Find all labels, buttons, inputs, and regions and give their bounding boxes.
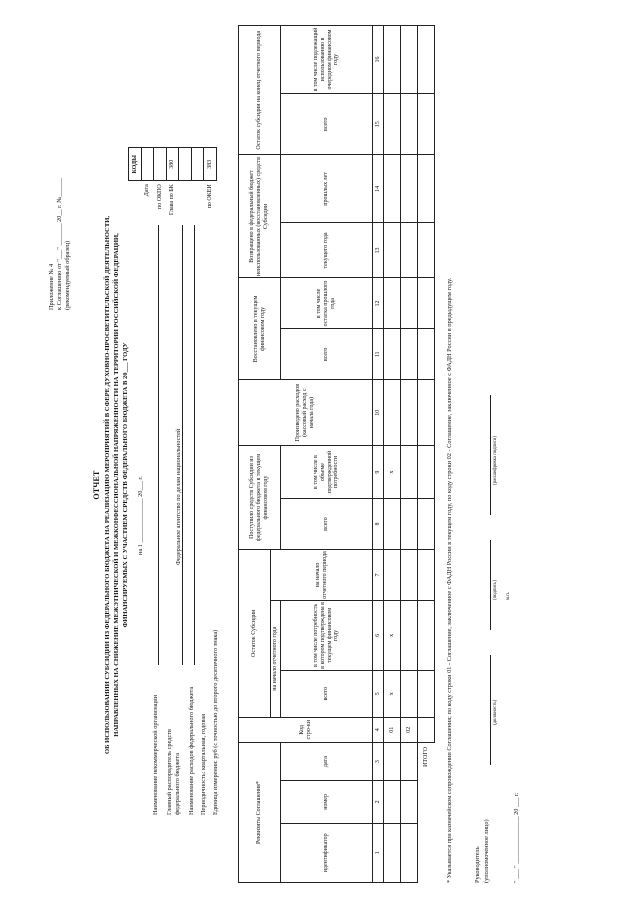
th-spent: Произведено расходов (кассовый расход с начала года) <box>239 380 373 446</box>
th-end: Остаток субсидии на конец отчетного периода <box>239 26 281 155</box>
field-grbs-label-2: федерального бюджета <box>174 753 181 815</box>
th-rem-incl-need: в том числе потребность в котором подтверждена в текущем финансовом году <box>281 600 373 670</box>
code-label <box>179 181 192 215</box>
th-ret-current: текущего года <box>281 223 373 278</box>
col-number: 12 <box>373 278 384 329</box>
th-end-total: всего <box>281 93 373 155</box>
col-number: 16 <box>373 26 384 94</box>
th-rest-total: всего <box>281 329 373 380</box>
col-number: 10 <box>373 380 384 446</box>
col-number: 11 <box>373 329 384 380</box>
th-rest-incl-prev: в том числе остатка прошлого года <box>281 278 373 329</box>
report-date-line: на 1 ______________ 20___ г. <box>137 476 144 555</box>
col-number: 2 <box>373 781 384 823</box>
row-code: 01 <box>384 717 401 742</box>
stamp-place: м.п. <box>506 591 511 600</box>
th-end-incl-use: в том числе подлежащий использованию в очередном финансовом году <box>281 26 373 94</box>
table-row-02 <box>401 26 418 883</box>
table-row-01 <box>384 26 401 883</box>
appendix-note: (рекомендуемый образец) <box>63 240 71 310</box>
codes-header: КОДЫ <box>129 148 142 181</box>
codes-box <box>128 147 217 215</box>
position-caption: (должность) <box>493 699 498 725</box>
cell-x: x <box>384 446 401 499</box>
code-value: 380 <box>166 148 179 181</box>
th-returned: Возвращено в федеральный бюджет неиспользованных (восстановленных) средств Субсидии <box>239 155 281 278</box>
code-value <box>154 148 167 181</box>
position-line <box>490 655 491 765</box>
total-label: ИТОГО <box>422 747 429 767</box>
field-budget-line <box>194 225 195 665</box>
field-unit-label: Единица измерения: руб (с точностью до второго десятичного знака) <box>212 629 219 815</box>
code-value <box>179 148 192 181</box>
th-received: Поступило средств Субсидии из федерального бюджета в текущем финансовом году <box>239 446 281 550</box>
code-value <box>191 148 204 181</box>
cell-x: x <box>384 670 401 717</box>
col-number: 8 <box>373 499 384 550</box>
sign-caption: (подпись) <box>493 580 498 600</box>
col-number: 13 <box>373 223 384 278</box>
code-label: по ОКПО <box>156 184 163 209</box>
report-subtitle-2: НАПРАВЛЕННЫХ НА СНИЖЕНИЕ МЕЖЭТНИЧЕСКОЙ И МЕЖКОНФЕССИОНАЛЬНОЙ НАПРЯЖЕННОСТИ НА ТЕРРИТОРИИ РОССИЙСКОЙ ФЕДЕРАЦИИ, <box>113 233 120 737</box>
code-value <box>141 148 154 181</box>
col-number: 6 <box>373 600 384 670</box>
th-rec-total: всего <box>281 499 373 550</box>
decode-caption: (расшифровка подписи) <box>493 436 498 485</box>
col-number: 1 <box>373 823 384 882</box>
row-code: 02 <box>401 717 418 742</box>
th-restored: Восстановлено в текущем финансовом году <box>239 278 281 380</box>
report-table <box>238 25 435 883</box>
col-number: 4 <box>373 717 384 742</box>
field-grbs-label-1: Главный распорядитель средств <box>166 728 173 815</box>
th-rem-total: всего <box>281 670 373 717</box>
sign-line <box>490 540 491 630</box>
col-number: 14 <box>373 155 384 223</box>
col-number: 5 <box>373 670 384 717</box>
code-label: Дата <box>144 184 151 197</box>
signature-head-1: Руководитель <box>474 846 481 883</box>
th-ident: идентификатор <box>281 823 373 882</box>
th-start-year: на начало отчетного года <box>271 600 281 717</box>
th-remainder: Остаток Субсидии <box>239 550 271 718</box>
table-row-total <box>418 26 435 883</box>
col-number: 7 <box>373 550 384 601</box>
code-label <box>191 181 204 215</box>
decode-line <box>490 395 491 515</box>
appendix-agreement: к Соглашению от "___" _______ 20__ г. №______ <box>55 177 63 310</box>
code-label: Глава по БК <box>169 184 176 215</box>
field-budget-label: Наименование расходов федерального бюджета <box>188 686 195 815</box>
field-org-line <box>158 225 159 665</box>
th-number: номер <box>281 781 373 823</box>
appendix-header <box>48 120 72 310</box>
field-grbs-value: Федеральное агентство по делам национальностей <box>175 428 182 565</box>
field-period-label: Периодичность: квартальная, годовая <box>200 713 207 815</box>
field-org-label: Наименование некоммерческой организации <box>152 694 159 815</box>
code-label: по ОКЕИ <box>206 184 213 209</box>
footnote: * Указывается при казначейском сопровождении Соглашения; по коду строки 01 - Соглашение, заключенное с ФАДН России в текущем году, по коду строки 02 - Соглашение, заключенное с ФАДН России в предыдущем году. <box>446 277 453 883</box>
th-code: Код стро-ки <box>239 717 373 742</box>
th-agreement: Реквизиты Соглашения* <box>239 743 281 883</box>
th-start-period: на начало отчетного периода <box>271 550 373 601</box>
th-date: дата <box>281 743 373 781</box>
signature-head-2: (уполномоченное лицо) <box>483 819 490 883</box>
th-ret-past: прошлых лет <box>281 155 373 223</box>
col-number: 15 <box>373 93 384 155</box>
code-value: 383 <box>204 148 217 181</box>
report-title: ОТЧЕТ <box>92 470 101 500</box>
col-number: 9 <box>373 446 384 499</box>
appendix-number: Приложение № 4 <box>48 263 55 310</box>
field-grbs-line <box>182 225 183 665</box>
report-subtitle-3: ФИНАНСИРУЕМЫХ С УЧАСТИЕМ СРЕДСТВ ФЕДЕРАЛЬНОГО БЮДЖЕТА В 20___ ГОДУ <box>122 342 129 628</box>
signature-date: " ___ " _______________ 20 ___ г. <box>513 792 520 883</box>
th-rec-incl-confirmed: в том числе в объеме подтвержденной потребности <box>281 446 373 499</box>
cell-x: x <box>384 600 401 670</box>
col-number: 3 <box>373 743 384 781</box>
report-subtitle-1: ОБ ИСПОЛЬЗОВАНИИ СУБСИДИИ ИЗ ФЕДЕРАЛЬНОГО БЮДЖЕТА НА РЕАЛИЗАЦИЮ МЕРОПРИЯТИЙ В СФЕРЕ ДУХОВНО-ПРОСВЕТИТЕЛЬСКОЙ ДЕЯТЕЛЬНОСТИ, <box>104 216 111 754</box>
